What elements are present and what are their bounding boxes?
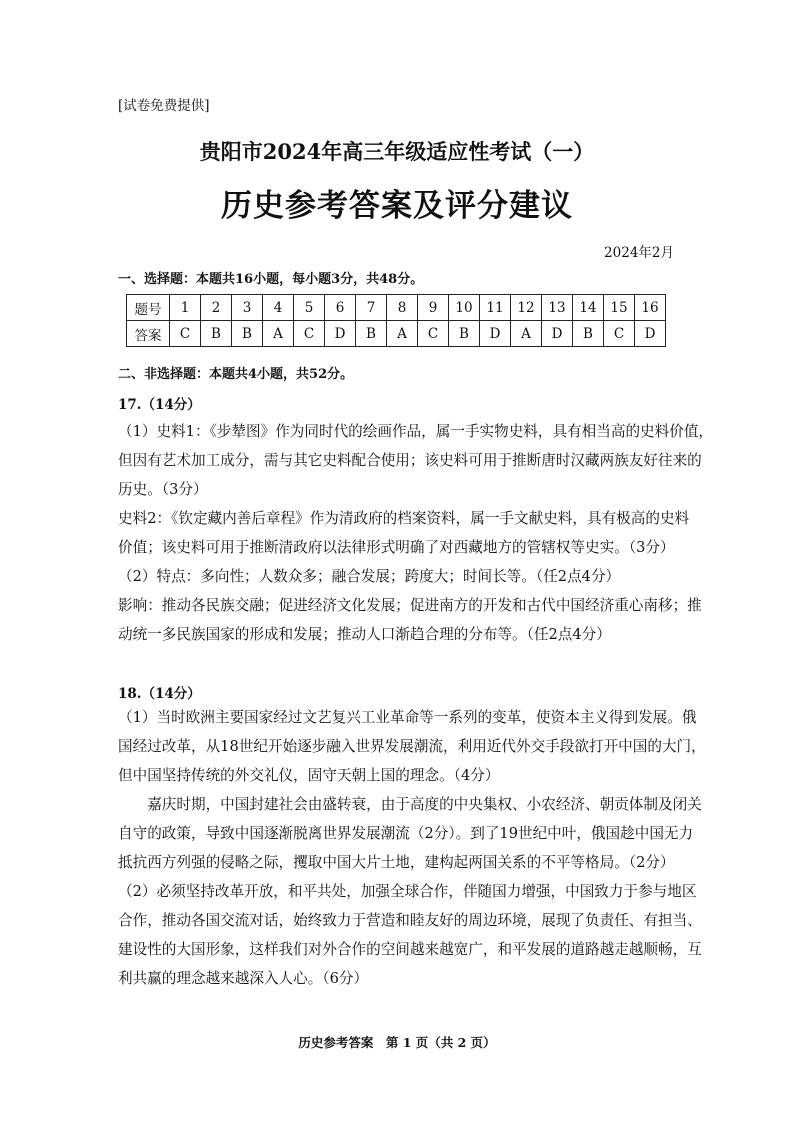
question-number-cell: 7 bbox=[356, 295, 387, 321]
answer-cell: D bbox=[325, 321, 356, 347]
answer-line: 但中国坚持传统的外交礼仪，固守天朝上国的理念。（4分） bbox=[118, 767, 500, 784]
section-1-heading: 一、选择题：本题共16小题，每小题3分，共48分。 bbox=[118, 272, 424, 287]
section-2-heading: 二、非选择题：本题共4小题，共52分。 bbox=[118, 367, 354, 382]
question-number-cell: 8 bbox=[387, 295, 418, 321]
answer-line: 利共赢的理念越来越深入人心。（6分） bbox=[118, 970, 369, 987]
answer-cell: A bbox=[511, 321, 542, 347]
question-number-cell: 12 bbox=[511, 295, 542, 321]
answer-cell: C bbox=[418, 321, 449, 347]
answer-cell: D bbox=[635, 321, 666, 347]
answer-line: 史料2：《钦定藏内善后章程》作为清政府的档案资料，属一手文献史料，具有极高的史料 bbox=[118, 510, 690, 527]
q18-heading: 18.（14分） bbox=[118, 686, 201, 702]
question-number-cell: 13 bbox=[542, 295, 573, 321]
answer-cell: D bbox=[542, 321, 573, 347]
date: 2024年2月 bbox=[604, 245, 674, 261]
question-number-cell: 3 bbox=[232, 295, 263, 321]
question-number-cell: 9 bbox=[418, 295, 449, 321]
answer-line: 国经过改革，从18世纪开始逐步融入世界发展潮流，利用近代外交手段欲打开中国的大门， bbox=[118, 738, 706, 755]
answer-cell: B bbox=[573, 321, 604, 347]
question-number-cell: 14 bbox=[573, 295, 604, 321]
question-number-cell: 16 bbox=[635, 295, 666, 321]
row-label: 题号 bbox=[127, 295, 170, 321]
answer-line: 自守的政策，导致中国逐渐脱离世界发展潮流（2分）。到了19世纪中叶，俄国趁中国无力 bbox=[118, 825, 694, 842]
question-number-cell: 4 bbox=[263, 295, 294, 321]
answer-line: 合作，推动各国交流对话，始终致力于营造和睦友好的周边环境，展现了负责任、有担当、 bbox=[118, 912, 702, 929]
page-footer: 历史参考答案 第 1 页（共 2 页） bbox=[298, 1035, 496, 1050]
question-number-cell: 15 bbox=[604, 295, 635, 321]
question-number-cell: 2 bbox=[201, 295, 232, 321]
question-number-cell: 1 bbox=[170, 295, 201, 321]
free-provided-tag: [试卷免费提供] bbox=[118, 98, 210, 114]
question-number-cell: 11 bbox=[480, 295, 511, 321]
answer-cell: C bbox=[170, 321, 201, 347]
question-number-cell: 6 bbox=[325, 295, 356, 321]
answer-cell: B bbox=[449, 321, 480, 347]
row-label: 答案 bbox=[127, 321, 170, 347]
answer-line: （2）必须坚持改革开放，和平共处，加强全球合作，伴随国力增强，中国致力于参与地区 bbox=[118, 883, 697, 900]
answer-line: 影响：推动各民族交融；促进经济文化发展；促进南方的开发和古代中国经济重心南移；推 bbox=[118, 597, 702, 614]
answer-line: 价值；该史料可用于推断清政府以法律形式明确了对西藏地方的管辖权等史实。（3分） bbox=[118, 539, 675, 556]
answer-line: （1）当时欧洲主要国家经过文艺复兴工业革命等一系列的变革，使资本主义得到发展。俄 bbox=[118, 709, 697, 726]
answer-cell: C bbox=[604, 321, 635, 347]
answer-cell: C bbox=[294, 321, 325, 347]
answer-cell: B bbox=[232, 321, 263, 347]
answer-line: 动统一多民族国家的形成和发展；推动人口渐趋合理的分布等。（任2点4分） bbox=[118, 626, 611, 643]
question-number-cell: 10 bbox=[449, 295, 480, 321]
answer-line: 历史。（3分） bbox=[118, 481, 208, 498]
exam-title: 贵阳市2024年高三年级适应性考试（一） bbox=[199, 139, 595, 164]
document-title: 历史参考答案及评分建议 bbox=[221, 188, 573, 224]
answer-line: 嘉庆时期，中国封建社会由盛转衰，由于高度的中央集权、小农经济、朝贡体制及闭关 bbox=[118, 796, 702, 813]
answer-table bbox=[126, 294, 666, 347]
question-number-row bbox=[127, 295, 666, 321]
answer-cell: D bbox=[480, 321, 511, 347]
answer-cell: B bbox=[356, 321, 387, 347]
answer-cell: A bbox=[263, 321, 294, 347]
answer-line: 建设性的大国形象，这样我们对外合作的空间越来越宽广，和平发展的道路越走越顺畅，互 bbox=[118, 941, 702, 958]
answer-line: 抵抗西方列强的侵略之际，攫取中国大片土地，建构起两国关系的不平等格局。（2分） bbox=[118, 854, 675, 871]
q17-heading: 17.（14分） bbox=[118, 397, 201, 413]
answer-cell: B bbox=[201, 321, 232, 347]
question-number-cell: 5 bbox=[294, 295, 325, 321]
answer-line: （2）特点：多向性；人数众多；融合发展；跨度大；时间长等。（任2点4分） bbox=[118, 568, 621, 585]
answer-line: （1）史料1：《步辇图》作为同时代的绘画作品，属一手实物史料，具有相当高的史料价值， bbox=[118, 423, 714, 440]
answer-cell: A bbox=[387, 321, 418, 347]
answer-row bbox=[127, 321, 666, 347]
answer-line: 但因有艺术加工成分，需与其它史料配合使用；该史料可用于推断唐时汉藏两族友好往来的 bbox=[118, 452, 702, 469]
